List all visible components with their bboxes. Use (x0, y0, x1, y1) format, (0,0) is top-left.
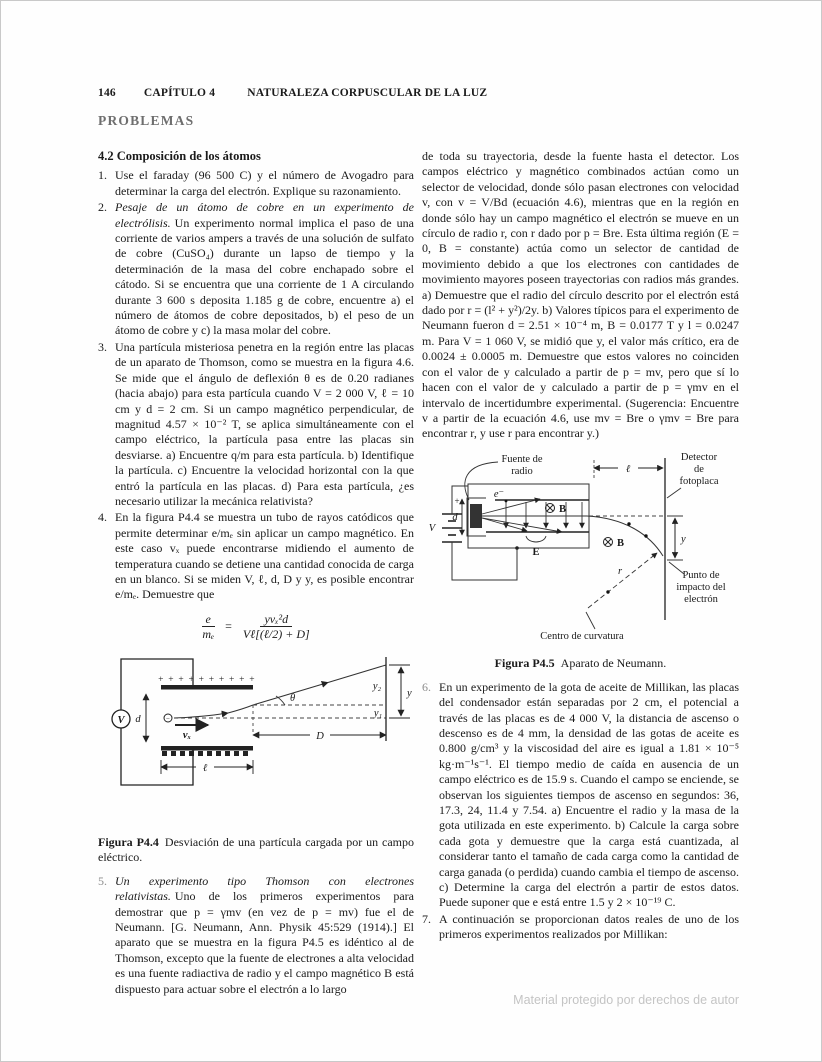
problem-text: Use el faraday (96 500 C) y el número de Avogadro para determinar la carga del electrón. Explique su razonamiento. (115, 168, 414, 198)
figure-p45-diagram (422, 452, 739, 652)
equation-e-over-me (98, 612, 414, 641)
label-B2: B (617, 537, 625, 549)
top-plate (161, 685, 253, 690)
problem-2 (98, 200, 414, 339)
problem-4 (98, 510, 414, 602)
problem-3 (98, 340, 414, 509)
problem-number: 1. (98, 168, 107, 183)
wire-junction (515, 546, 519, 550)
label-impact-point: electrón (684, 593, 718, 605)
label-radio-source: radio (511, 465, 533, 477)
electron-ray (482, 499, 540, 514)
problem-7 (422, 912, 739, 943)
label-battery-voltage: V (428, 522, 436, 534)
problem-lead-italic: Un experimento tipo Thomson con electrones relativistas. (115, 873, 414, 904)
label-detector: de (694, 463, 704, 475)
label-theta: θ (290, 692, 296, 704)
b-into-page-symbol (546, 503, 555, 512)
label-y: y (681, 533, 686, 545)
problem-number: 4. (98, 510, 107, 525)
label-ell: ℓ (202, 762, 208, 774)
label-d: d (452, 511, 458, 523)
fraction-rhs (239, 612, 314, 641)
problem-6 (422, 680, 739, 911)
problem-lead-italic: Pesaje de un átomo de cobre en un experimento de electrólisis. (115, 200, 414, 230)
equals-sign: = (225, 618, 232, 633)
right-column (422, 149, 739, 944)
fraction-denominator: mₑ (202, 626, 215, 641)
fraction-numerator: yvₓ²d (260, 612, 292, 627)
impact-leader-line (669, 562, 684, 574)
problem-text: En la figura P4.4 se muestra un tubo de rayos catódicos que permite determinar e/mₑ sin aplicar un campo magnético. En este caso vₓ puede encontrarse midiendo el aumento de temperatura cuando se detiene una cantidad conocida de carga en un blanco. Si se miden V, ℓ, d, D y y, es posible encontrar e/mₑ. Demuestre que (115, 510, 414, 602)
problem-number: 6. (422, 679, 431, 694)
label-curvature-center: Centro de curvatura (540, 630, 624, 642)
problem-text: Uno de los primeros experimentos para demostrar que p = γmv (en vez de p = mv) fue el de Neumann. [G. Neumann, Ann. Physik 45:529 (1914).] El aparato que se muestra en la figura P4.5 es idéntico al de Thomson, excepto que la fuente de electrones a alta velocidad es una fuente radiactiva de radio y el campo magnético B está dispuesto para actuar sobre el electrón a lo largo (115, 889, 414, 996)
left-column (98, 149, 414, 998)
radius-dashed-line (588, 553, 657, 608)
problem-number: 3. (98, 339, 107, 354)
problem-5 (98, 874, 414, 997)
bottom-plate (161, 746, 253, 751)
problem-1 (98, 168, 414, 199)
trajectory-dot (627, 522, 630, 525)
trajectory-straight (328, 665, 386, 683)
figure-caption-label: Figura P4.4 (98, 834, 159, 849)
copyright-watermark: Material protegido por derechos de autor (513, 993, 739, 1007)
angle-arc (276, 696, 285, 705)
chapter-title: NATURALEZA CORPUSCULAR DE LA LUZ (247, 87, 488, 99)
figure-caption-label: Figura P4.5 (494, 655, 555, 670)
figure-p45 (422, 452, 739, 671)
trajectory-in-plates (174, 713, 228, 718)
label-detector: fotoplaca (679, 475, 719, 487)
chapter-label: CAPÍTULO 4 (143, 87, 216, 99)
problem-number: 2. (98, 200, 107, 215)
label-y1: y₁ (373, 707, 383, 719)
label-ell: ℓ (625, 463, 631, 475)
label-d: d (135, 713, 141, 725)
subsection-heading: 4.2 Composición de los átomos (98, 149, 261, 163)
label-impact-point: Punto de (682, 569, 720, 581)
problem-number: 7. (422, 911, 431, 926)
problem-text: Un experimento normal implica el paso de una corriente de varios ampers a través de una solución de sulfato de cobre (CuSO₄) durante un lapso de tiempo y la determinación de la masa del cobre enchapado sobre el cátodo. Si se encuentra que una corriente de 1 A circulando durante 3 600 s deposita 1.185 g de cobre, encuentre a) el número de átomos de cobre depositados, b) el peso de un átomo de cobre y c) la masa molar del cobre. (115, 215, 414, 338)
curvature-leader-line (586, 612, 595, 629)
beam-curved-trajectory (587, 516, 663, 556)
label-electron: e⁻ (493, 488, 505, 500)
figure-p45-caption (422, 656, 739, 671)
plus-sign: + (454, 495, 460, 506)
label-detector: Detector (680, 451, 718, 463)
label-D: D (316, 730, 324, 742)
radius-dot (606, 590, 609, 593)
plus-charges-row: + + + + + + + + + + (158, 674, 256, 685)
label-y: y (407, 687, 412, 699)
figure-p44-diagram (98, 653, 418, 831)
detector-leader-line (667, 488, 681, 498)
problems-heading: PROBLEMAS (98, 113, 195, 128)
figure-p44-caption (98, 835, 414, 865)
label-vx: vₓ (182, 729, 192, 741)
figure-p44 (98, 653, 414, 865)
e-label-brace (526, 536, 546, 542)
label-B1: B (559, 503, 567, 515)
problem-text: A continuación se proporcionan datos reales de uno de los primeros experimentos realizados por Millikan: (439, 911, 739, 942)
label-impact-point: impacto del (676, 581, 726, 593)
page-number: 146 (98, 87, 116, 99)
label-r: r (618, 565, 623, 577)
fraction-lhs (198, 612, 218, 641)
running-header (98, 87, 487, 99)
problem-text: En un experimento de la gota de aceite de Millikan, las placas del condensador están separadas por 2 cm, el potencial a través de las placas es de 4 000 V, la distancia de ascenso o descenso es de 4 mm, la densidad de las gotas de aceite es 0.800 g/cm³ y la viscosidad del aire es igual a 1.81 × 10⁻⁵ kg·m⁻¹s⁻¹. El tiempo medio de caída en ausencia de un campo eléctrico es de 15.9 s. Cuando el campo se enciende, se observan los siguientes tiempos de ascenso en segundos: 36, 17.3, 24, 11.4 y 7.54. a) Encuentre el radio y la masa de la gota utilizada en este experimento. b) Calcule la carga sobre cada gota y demuestre que la carga está cuantizada, al considerar tanto el tamaño de cada carga como la cantidad de carga ganada (o perdida) cuando cambia el tiempo de ascenso. c) Determine la carga del electrón a partir de estos datos. Puede suponer que e está entre 1.5 y 2 × 10⁻¹⁹ C. (439, 679, 739, 910)
radio-source-block (470, 504, 482, 528)
fraction-numerator: e (202, 612, 215, 627)
figure-caption-text: Desviación de una partícula cargada por un campo eléctrico. (98, 834, 414, 864)
label-E-field: E (532, 546, 540, 558)
trajectory-dot (644, 534, 647, 537)
fraction-denominator: Vℓ[(ℓ/2) + D] (242, 626, 310, 641)
electron-minus: − (166, 714, 170, 723)
electron-dot (505, 499, 508, 502)
trajectory-in-plates (228, 705, 253, 713)
label-radio-source: Fuente de (501, 453, 543, 465)
b-into-page-symbol (604, 537, 613, 546)
figure-caption-text: Aparato de Neumann. (560, 655, 667, 670)
problem-number: 5. (98, 873, 107, 888)
label-y2: y₂ (372, 680, 382, 692)
problem-text: Una partícula misteriosa penetra en la región entre las placas de un aparato de Thomson, como se muestra en la figura 4.6. Se mide que el ángulo de deflexión θ es de 0.20 radianes (hacia abajo) para esta partícula cuando V = 2 000 V, ℓ = 10 cm y d = 2 cm. Si un campo magnético perpendicular, de magnitud 4.57 × 10⁻² T, se aplica simultáneamente con el campo eléctrico, la partícula pasa entre las placas sin desviarse. a) Encuentre q/m para esta partícula. b) Identifique la partícula. c) Encuentre la velocidad horizontal con la que entró la partícula en las placas. d) Para esta partícula, ¿es necesario utilizar la mecánica relativista? (115, 339, 414, 508)
label-voltage: V (117, 714, 125, 726)
problem-5-continuation: de toda su trayectoria, desde la fuente hasta el detector. Los campos eléctrico y magnético combinados actúan como un selector de velocidad, donde sólo pasan electrones con velocidad v, con v = V/Bd (ecuación 4.6), mientras que en la región en donde sólo hay un campo magnético el electrón se mueve en un círculo de radio r, con r dado por p = Bre. Esta última región (E = 0, B = constante) actúa como un selector de cantidad de movimiento debido a que los electrones con cantidades de movimiento mayores poseen trayectorias con radios más grandes. a) Demuestre que el radio del círculo descrito por el electrón está dado por r = (l² + y²)/2y. b) Valores típicos para el experimento de Neumann fueron d = 2.51 × 10⁻⁴ m, B = 0.0177 T y l = 0.0247 m. Para V = 1 060 V, se midió que y, el valor más crítico, era de 0.0024 ± 0.0005 m. Demuestre que estos valores no coinciden con el valor de y calculado a partir de p = mv, pero que sí lo hacen con el valor de y calculado a partir de p = γmv en el intervalo de incertidumbre experimental. (Sugerencia: Encuentre v a partir de la ecuación 4.6, use mv = Bre o γmv = Bre para encontrar r, y use r para encontrar y.) (422, 149, 739, 441)
